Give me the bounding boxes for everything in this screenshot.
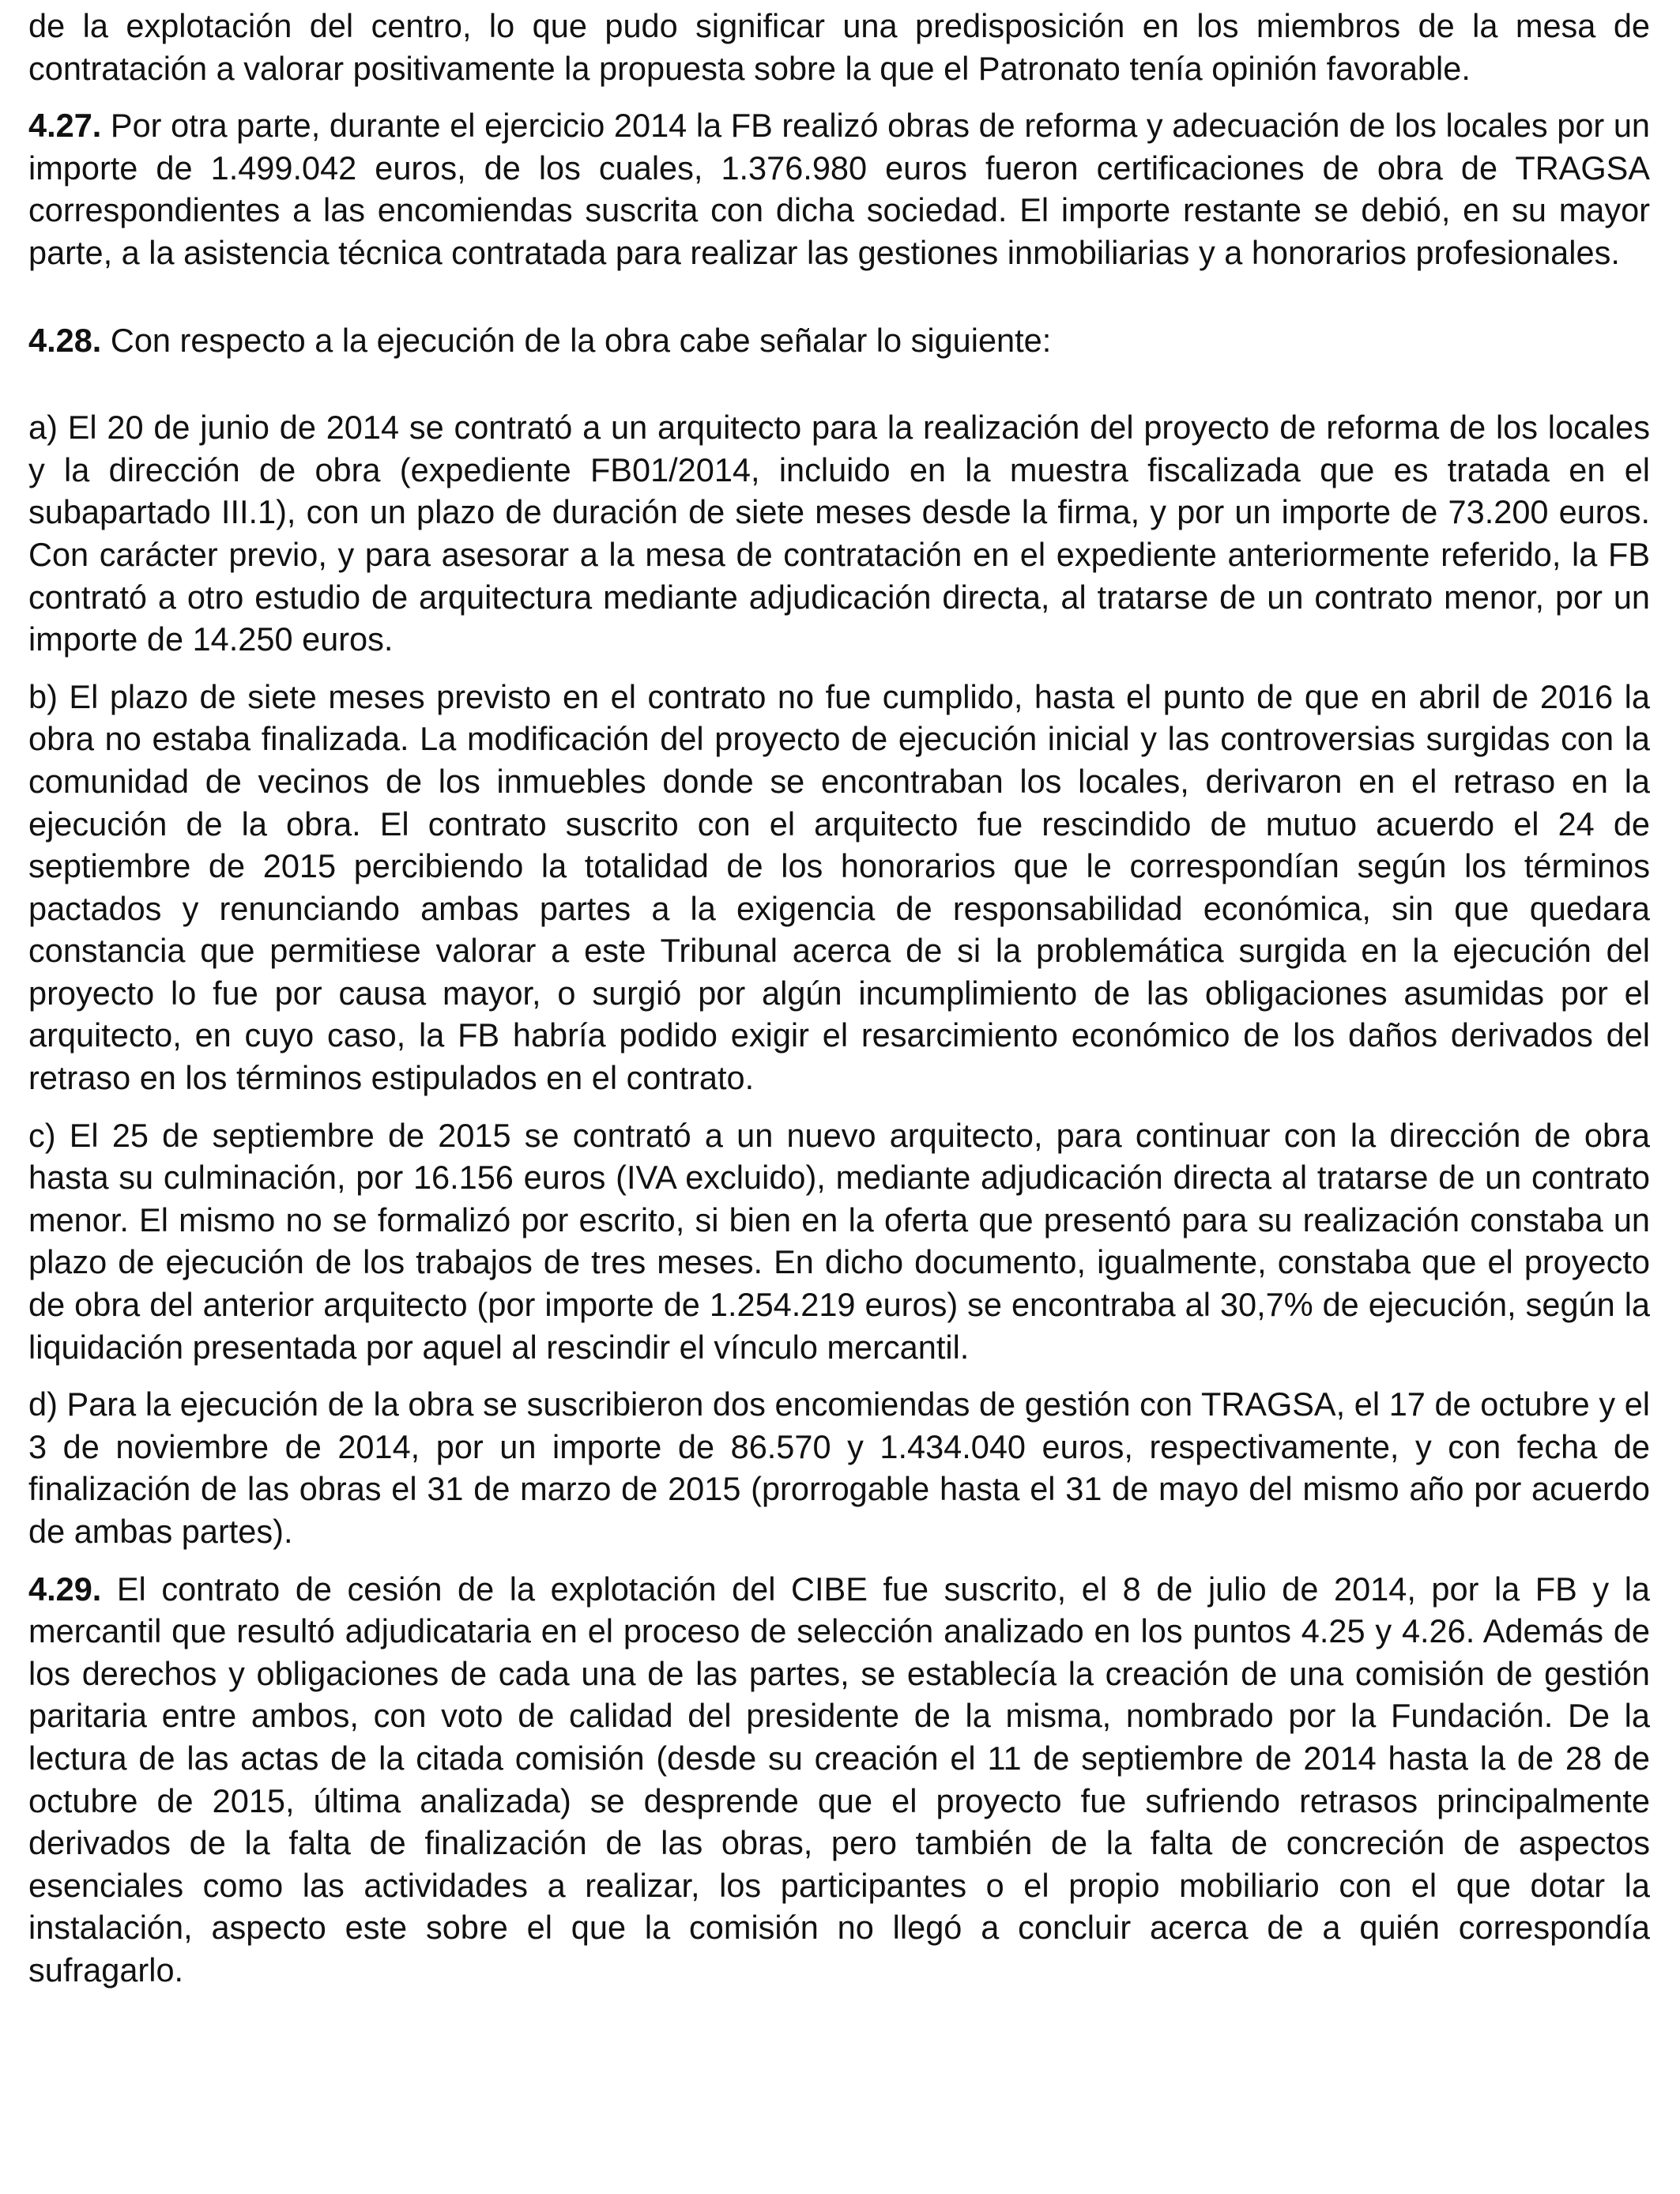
paragraph-text: Con respecto a la ejecución de la obra cabe señalar lo siguiente: [101,321,1052,359]
paragraph-number: 4.28. [28,321,102,359]
paragraph-4-28-c [28,1114,1650,1369]
paragraph-continuation [28,5,1650,89]
paragraph-4-28-d [28,1383,1650,1552]
paragraph-text: d) Para la ejecución de la obra se suscribieron dos encomiendas de gestión con TRAGSA, el 17 de octubre y el 3 de noviembre de 2014, por un importe de 86.570 y 1.434.040 euros, respectivamente, y con fecha de finalización de las obras el 31 de marzo de 2015 (prorrogable hasta el 31 de mayo del mismo año por acuerdo de ambas partes). [28,1385,1650,1550]
paragraph-text: El contrato de cesión de la explotación del CIBE fue suscrito, el 8 de julio de 2014, por la FB y la mercantil que resultó adjudicataria en el proceso de selección analizado en los puntos 4.25 y 4.26. Además de los derechos y obligaciones de cada una de las partes, se establecía la creación de una comisión de gestión paritaria entre ambos, con voto de calidad del presidente de la misma, nombrado por la Fundación. De la lectura de las actas de la citada comisión (desde su creación el 11 de septiembre de 2014 hasta la de 28 de octubre de 2015, última analizada) se desprende que el proyecto fue sufriendo retrasos principalmente derivados de la falta de finalización de las obras, pero también de la falta de concreción de aspectos esenciales como las actividades a realizar, los participantes o el propio mobiliario con el que dotar la instalación, aspecto este sobre el que la comisión no llegó a concluir acerca de a quién correspondía sufragarlo. [28,1570,1650,1989]
paragraph-4-28-a [28,406,1650,661]
paragraph-4-27 [28,104,1650,273]
paragraph-number: 4.27. [28,107,102,145]
paragraph-4-28 [28,319,1650,362]
paragraph-number: 4.29. [28,1570,102,1608]
paragraph-text: de la explotación del centro, lo que pudo significar una predisposición en los miembros de la mesa de contratación a valorar positivamente la propuesta sobre la que el Patronato tenía opinión favorable. [28,7,1650,87]
document-page [28,0,1650,1992]
paragraph-text: c) El 25 de septiembre de 2015 se contrató a un nuevo arquitecto, para continuar con la dirección de obra hasta su culminación, por 16.156 euros (IVA excluido), mediante adjudicación directa al tratarse de un contrato menor. El mismo no se formalizó por escrito, si bien en la oferta que presentó para su realización constaba un plazo de ejecución de los trabajos de tres meses. En dicho documento, igualmente, constaba que el proyecto de obra del anterior arquitecto (por importe de 1.254.219 euros) se encontraba al 30,7% de ejecución, según la liquidación presentada por aquel al rescindir el vínculo mercantil. [28,1116,1650,1366]
paragraph-text: a) El 20 de junio de 2014 se contrató a un arquitecto para la realización del proyecto de reforma de los locales y la dirección de obra (expediente FB01/2014, incluido en la muestra fiscalizada que es tratada en el subapartado III.1), con un plazo de duración de siete meses desde la firma, y por un importe de 73.200 euros. Con carácter previo, y para asesorar a la mesa de contratación en el expediente anteriormente referido, la FB contrató a otro estudio de arquitectura mediante adjudicación directa, al tratarse de un contrato menor, por un importe de 14.250 euros. [28,409,1650,658]
paragraph-4-29 [28,1568,1650,1992]
paragraph-text: Por otra parte, durante el ejercicio 2014 la FB realizó obras de reforma y adecuación de los locales por un importe de 1.499.042 euros, de los cuales, 1.376.980 euros fueron certificaciones de obra de TRAGSA correspondientes a las encomiendas suscrita con dicha sociedad. El importe restante se debió, en su mayor parte, a la asistencia técnica contratada para realizar las gestiones inmobiliarias y a honorarios profesionales. [28,107,1650,271]
paragraph-text: b) El plazo de siete meses previsto en el contrato no fue cumplido, hasta el punto de que en abril de 2016 la obra no estaba finalizada. La modificación del proyecto de ejecución inicial y las controversias surgidas con la comunidad de vecinos de los inmuebles donde se encontraban los locales, derivaron en el retraso en la ejecución de la obra. El contrato suscrito con el arquitecto fue rescindido de mutuo acuerdo el 24 de septiembre de 2015 percibiendo la totalidad de los honorarios que le correspondían según los términos pactados y renunciando ambas partes a la exigencia de responsabilidad económica, sin que quedara constancia que permitiese valorar a este Tribunal acerca de si la problemática surgida en la ejecución del proyecto lo fue por causa mayor, o surgió por algún incumplimiento de las obligaciones asumidas por el arquitecto, en cuyo caso, la FB habría podido exigir el resarcimiento económico de los daños derivados del retraso en los términos estipulados en el contrato. [28,677,1650,1097]
paragraph-4-28-b [28,676,1650,1099]
